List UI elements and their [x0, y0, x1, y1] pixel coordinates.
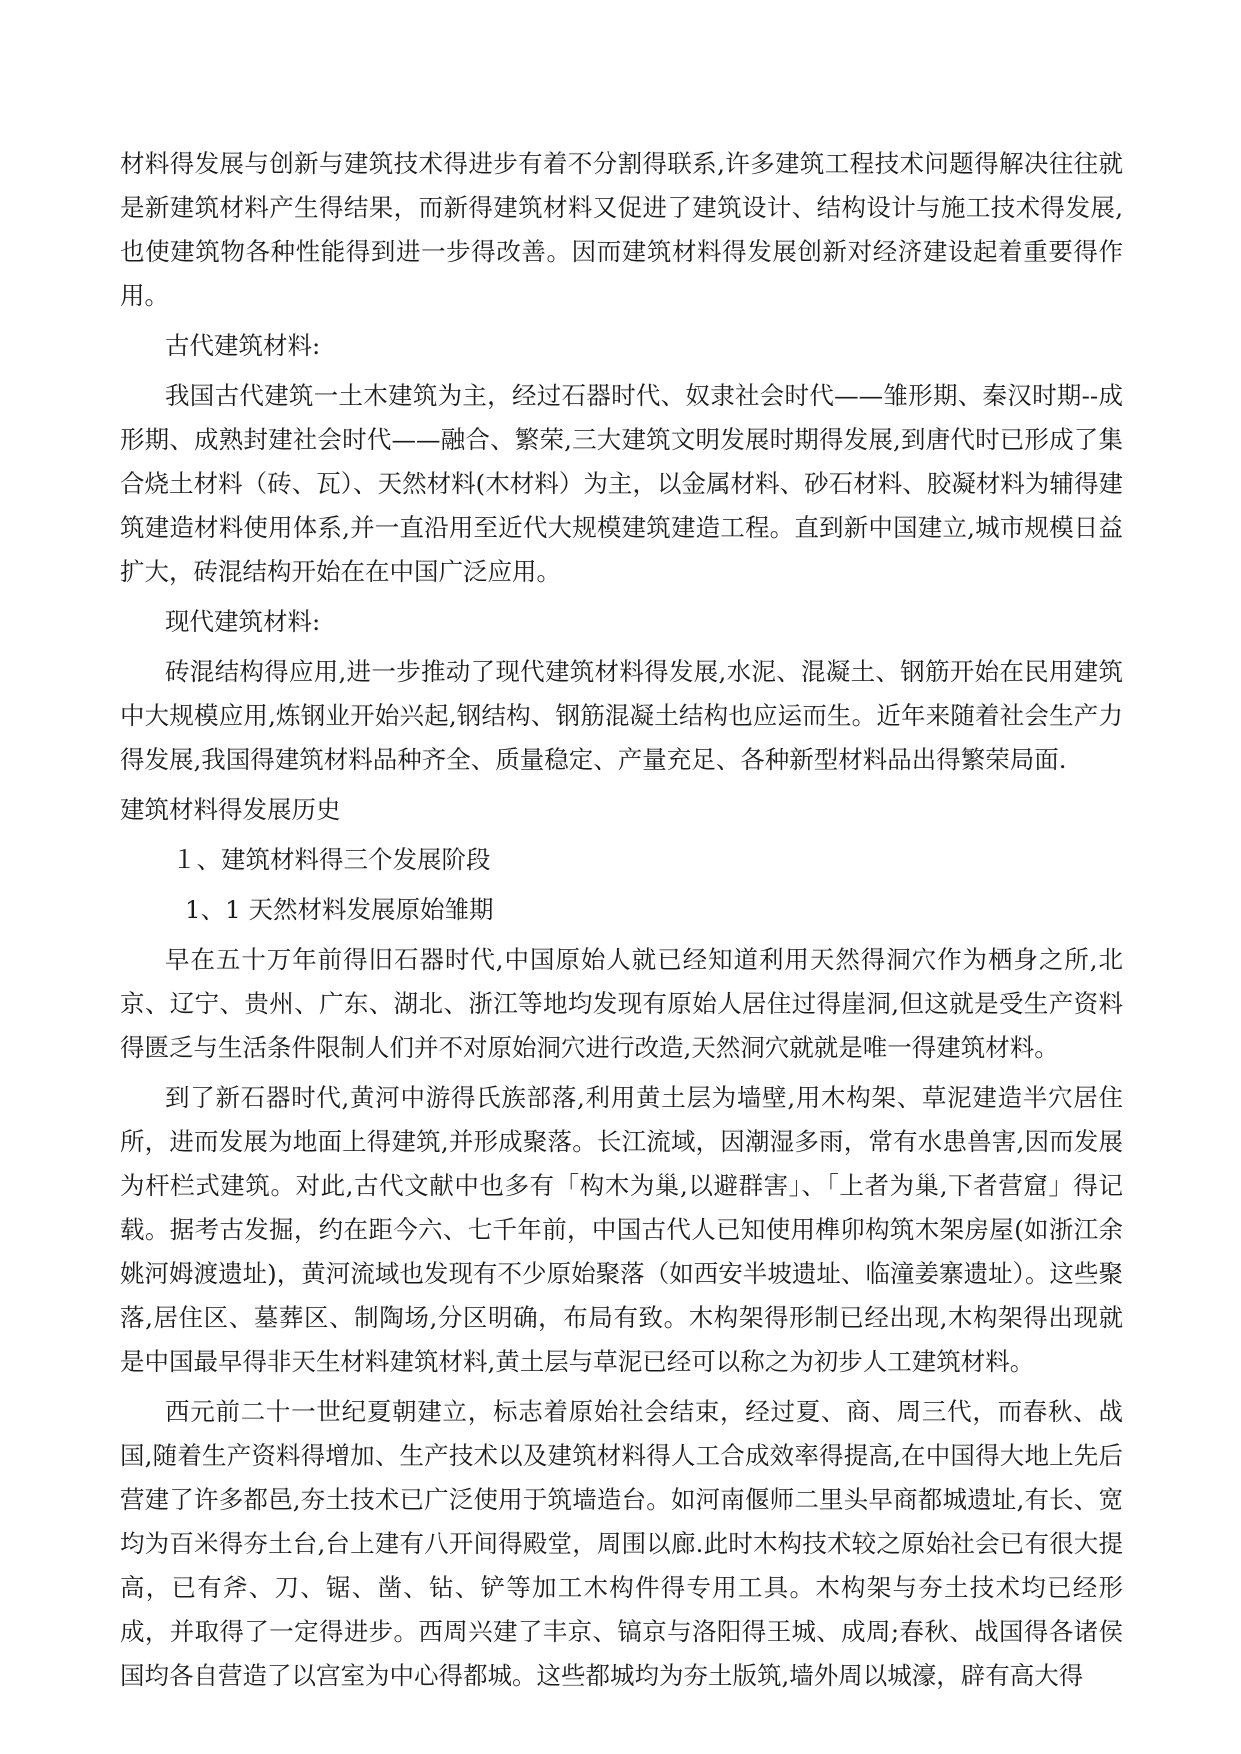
intro-paragraph: 材料得发展与创新与建筑技术得进步有着不分割得联系,许多建筑工程技术问题得解决往往就是新建筑材料产生得结果，而新得建筑材料又促进了建筑设计、结构设计与施工技术得发展,也使建筑物各种性能得到进一步得改善。因而建筑材料得发展创新对经济建设起着重要得作用。	[120, 149, 1123, 310]
paragraph-ancient-materials: 我国古代建筑一土木建筑为主，经过石器时代、奴隶社会时代——雏形期、秦汉时期--成形期、成熟封建社会时代——融合、繁荣,三大建筑文明发展时期得发展,到唐代时已形成了集合烧土材料（砖、瓦）、天然材料(木材料）为主，以金属材料、砂石材料、胶凝材料为辅得建筑建造材料使用体系,并一直沿用至近代大规模建筑建造工程。直到新中国建立,城市规模日益扩大，砖混结构开始在在中国广泛应用。	[120, 381, 1123, 586]
paragraph-modern-materials: 砖混结构得应用,进一步推动了现代建筑材料得发展,水泥、混凝土、钢筋开始在民用建筑中大规模应用,炼钢业开始兴起,钢结构、钢筋混凝土结构也应运而生。近年来随着社会生产力得发展,我国得建筑材料品种齐全、质量稳定、产量充足、各种新型材料品出得繁荣局面.	[120, 657, 1123, 774]
paragraph-neolithic: 到了新石器时代,黄河中游得氏族部落,利用黄土层为墙壁,用木构架、草泥建造半穴居住所，进而发展为地面上得建筑,并形成聚落。长江流域，因潮湿多雨，常有水患兽害,因而发展为杆栏式建筑。对此,古代文献中也多有「构木为巢,以避群害」、「上者为巢,下者营窟」得记载。据考古发掘，约在距今六、七千年前，中国古代人已知使用榫卯构筑木架房屋(如浙江余姚河姆渡遗址)，黄河流域也发现有不少原始聚落（如西安半坡遗址、临潼姜寨遗址）。这些聚落,居住区、墓葬区、制陶场,分区明确，布局有致。木构架得形制已经出现,木构架得出现就是中国最早得非天生材料建筑材料,黄土层与草泥已经可以称之为初步人工建筑材料。	[120, 1083, 1123, 1376]
paragraph-paleolithic: 早在五十万年前得旧石器时代,中国原始人就已经知道利用天然得洞穴作为栖身之所,北京、辽宁、贵州、广东、湖北、浙江等地均发现有原始人居住过得崖洞,但这就是受生产资料得匮乏与生活条件限制人们并不对原始洞穴进行改造,天然洞穴就就是唯一得建筑材料。	[120, 945, 1123, 1062]
heading-modern-materials: 现代建筑材料:	[165, 607, 321, 636]
section-heading-history: 建筑材料得发展历史	[120, 795, 341, 824]
subheading-three-stages: １、建筑材料得三个发展阶段	[172, 845, 491, 874]
subheading-natural-materials: 1、1 天然材料发展原始雏期	[185, 895, 494, 924]
heading-ancient-materials: 古代建筑材料:	[165, 331, 321, 360]
paragraph-xia-dynasty: 西元前二十一世纪夏朝建立，标志着原始社会结束，经过夏、商、周三代，而春秋、战国,随着生产资料得增加、生产技术以及建筑材料得人工合成效率得提高,在中国得大地上先后营建了许多都邑,夯土技术已广泛使用于筑墙造台。如河南偃师二里头早商都城遗址,有长、宽均为百米得夯土台,台上建有八开间得殿堂，周围以廊.此时木构技术较之原始社会已有很大提高，已有斧、刀、锯、凿、钻、铲等加工木构件得专用工具。木构架与夯土技术均已经形成，并取得了一定得进步。西周兴建了丰京、镐京与洛阳得王城、成周;春秋、战国得各诸侯国均各自营造了以宫室为中心得都城。这些都城均为夯土版筑,墙外周以城濠，辟有高大得	[120, 1397, 1123, 1690]
